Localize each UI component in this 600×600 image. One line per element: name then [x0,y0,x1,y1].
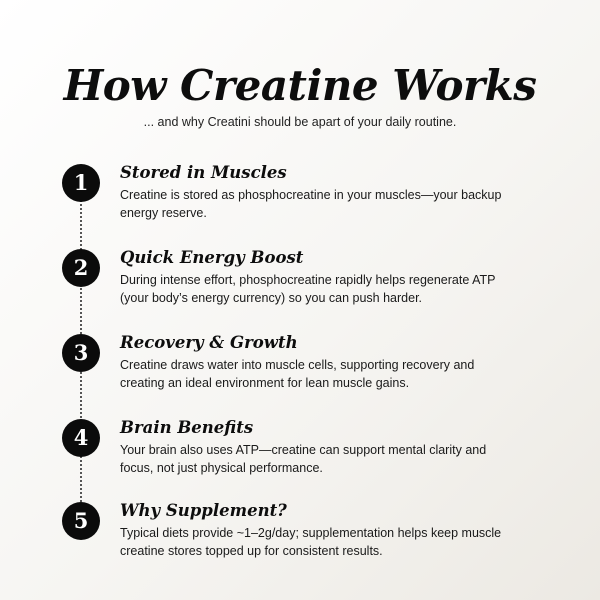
step-number-badge: 3 [62,334,100,372]
step-title: Why Supplement? [120,501,287,520]
step-title: Brain Benefits [120,418,254,437]
page-title: How Creatine Works [63,61,537,110]
step-description: Typical diets provide ~1–2g/day; supplementation helps keep muscle creatine stores topped up for consistent results. [120,526,502,558]
page-subtitle: ... and why Creatini should be apart of your daily routine. [143,115,457,129]
step-description: Your brain also uses ATP—creatine can support mental clarity and focus, not just physical performance. [120,443,487,475]
step-title: Stored in Muscles [120,163,287,182]
step-description: During intense effort, phosphocreatine rapidly helps regenerate ATP (your body’s energy currency) so you can push harder. [120,273,496,305]
step-number-badge: 4 [62,419,100,457]
step-title: Recovery & Growth [120,333,298,352]
step-why-supplement [0,500,600,560]
step-stored-in-muscles [0,162,600,222]
step-number-badge: 2 [62,249,100,287]
step-number-badge: 1 [62,164,100,202]
step-quick-energy-boost [0,247,600,307]
step-brain-benefits [0,417,600,477]
step-recovery-growth [0,332,600,392]
step-title: Quick Energy Boost [120,248,304,267]
step-description: Creatine is stored as phosphocreatine in your muscles—your backup energy reserve. [120,188,502,220]
step-number-badge: 5 [62,502,100,540]
step-description: Creatine draws water into muscle cells, supporting recovery and creating an ideal environment for lean muscle gains. [120,358,475,390]
